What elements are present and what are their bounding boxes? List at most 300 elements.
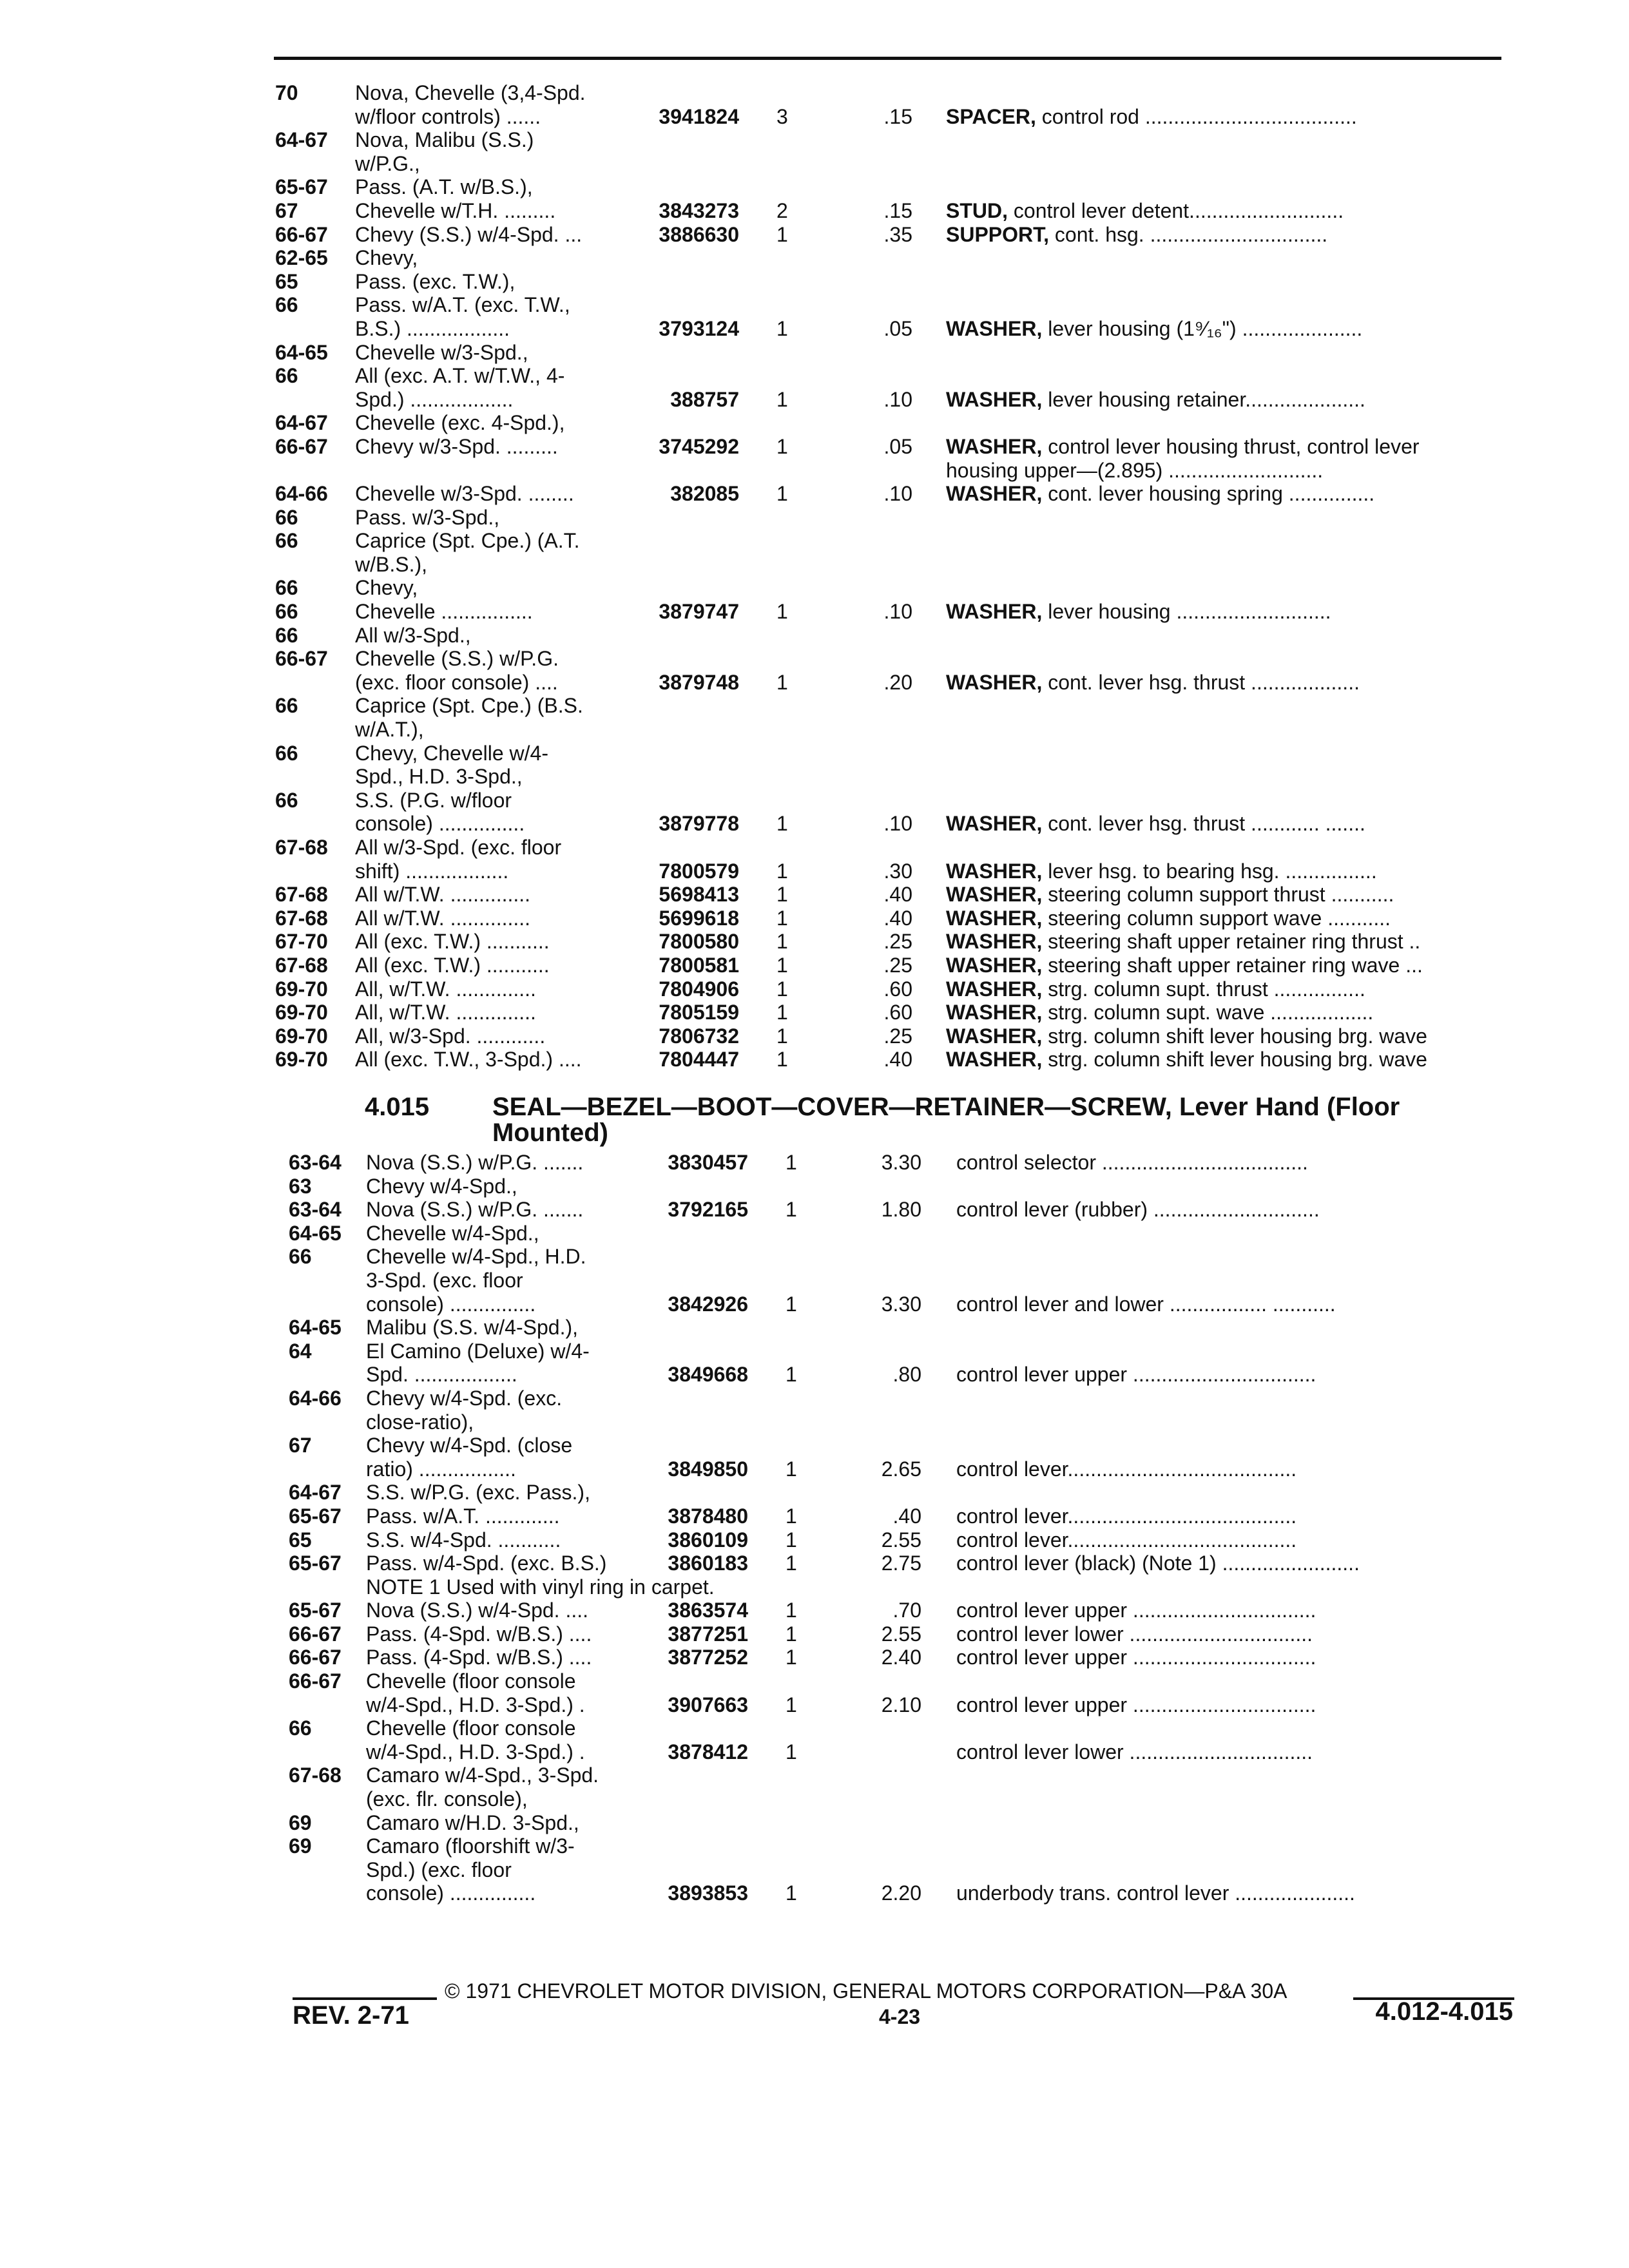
part-number: 3879747 [659, 600, 739, 624]
application: Pass. (4-Spd. w/B.S.) .... [366, 1646, 592, 1669]
section-number: 4.015 [365, 1093, 430, 1121]
price: 2.20 [881, 1881, 921, 1905]
application: Nova (S.S.) w/4-Spd. .... [366, 1599, 588, 1622]
application: Chevelle w/4-Spd., H.D. [366, 1245, 586, 1269]
part-number: 3860183 [668, 1552, 748, 1575]
part-number: 7800581 [659, 953, 739, 977]
table-row [0, 529, 1629, 553]
application: Spd.) .................. [355, 387, 514, 411]
year-range: 69-70 [275, 1001, 328, 1024]
table-row [0, 1245, 1629, 1269]
price: 2.40 [881, 1646, 921, 1669]
item-name: WASHER, [946, 977, 1043, 1001]
year-range: 64-67 [275, 128, 328, 152]
part-number: 3792165 [668, 1198, 748, 1222]
footer-rule-left [293, 1997, 437, 2000]
application: S.S. w/P.G. (exc. Pass.), [366, 1481, 590, 1504]
item-detail: steering column support wave ........... [1042, 906, 1391, 930]
application: All, w/T.W. .............. [355, 1001, 536, 1024]
part-number: 388757 [670, 387, 739, 411]
part-number: 3877251 [668, 1622, 748, 1646]
year-range: 67 [289, 1434, 312, 1457]
item-description [946, 1024, 1427, 1048]
table-row [0, 1669, 1629, 1693]
item-name: WASHER, [946, 600, 1043, 624]
price: 2.65 [881, 1457, 921, 1481]
quantity: 2 [776, 198, 788, 222]
year-range: 66 [289, 1245, 312, 1269]
application: Chevy w/4-Spd., [366, 1174, 517, 1198]
application: Spd.) (exc. floor [366, 1858, 512, 1881]
application: w/A.T.), [355, 718, 424, 742]
application: Spd., H.D. 3-Spd., [355, 765, 523, 789]
copyright-line: © 1971 CHEVROLET MOTOR DIVISION, GENERAL MOTORS CORPORATION—P&A 30A [445, 1979, 1287, 2003]
item-description [946, 1001, 1373, 1024]
year-range: 69 [289, 1834, 312, 1858]
table-row [0, 930, 1629, 954]
part-number: 3860109 [668, 1528, 748, 1552]
item-description: control lever (rubber) ............................. [956, 1198, 1320, 1222]
part-number: 3879748 [659, 670, 739, 694]
year-range: 67-68 [275, 906, 328, 930]
item-description: control lever (black) (Note 1) ........................ [956, 1552, 1360, 1575]
item-name: WASHER, [946, 316, 1043, 340]
table-row [0, 1293, 1629, 1316]
price: .35 [883, 222, 912, 246]
application: Chevy w/3-Spd. ......... [355, 434, 558, 458]
part-number: 3877252 [668, 1646, 748, 1669]
application: Camaro w/H.D. 3-Spd., [366, 1811, 579, 1834]
item-description [946, 388, 1365, 411]
item-description: control selector .................................... [956, 1151, 1308, 1174]
item-detail: steering shaft upper retainer ring wave ... [1042, 953, 1423, 977]
item-description [946, 860, 1377, 883]
price: .40 [883, 1048, 912, 1072]
quantity: 1 [786, 1151, 797, 1174]
item-description [946, 459, 1323, 482]
table-row [0, 128, 1629, 152]
quantity: 1 [776, 1024, 788, 1048]
year-range: 63-64 [289, 1151, 342, 1174]
year-range: 66 [275, 788, 298, 812]
item-detail: steering shaft upper retainer ring thrust .. [1042, 930, 1421, 954]
table-row [0, 553, 1629, 577]
item-detail: strg. column supt. wave .................. [1042, 1001, 1374, 1024]
application: Chevelle (floor console [366, 1716, 576, 1740]
price: 3.30 [881, 1151, 921, 1174]
table-row [0, 977, 1629, 1001]
year-range: 67-70 [275, 930, 328, 954]
item-description: control lever........................................ [956, 1528, 1297, 1552]
table-row [0, 411, 1629, 435]
item-name: WASHER, [946, 482, 1043, 506]
item-description [946, 223, 1327, 246]
application: (exc. floor console) .... [355, 670, 558, 694]
item-description: control lever upper ................................ [956, 1646, 1316, 1669]
part-number: 7800579 [659, 859, 739, 883]
table-row [0, 223, 1629, 247]
item-name: WASHER, [946, 387, 1043, 411]
application: Chevelle ................ [355, 600, 533, 624]
part-number: 3941824 [659, 104, 739, 128]
application: Malibu (S.S. w/4-Spd.), [366, 1316, 578, 1340]
application: All, w/3-Spd. ............ [355, 1024, 546, 1048]
quantity: 1 [776, 670, 788, 694]
parts-table-4-015 [0, 1151, 1629, 1905]
item-detail: lever housing (1⁹⁄₁₆") ..................... [1042, 316, 1363, 340]
table-row [0, 317, 1629, 341]
item-detail: lever housing retainer..................... [1042, 387, 1365, 411]
item-detail: housing upper—(2.895) ........................... [946, 458, 1324, 482]
application: close-ratio), [366, 1410, 474, 1434]
application: Chevy, [355, 576, 418, 600]
quantity: 1 [786, 1599, 797, 1622]
table-row [0, 883, 1629, 907]
year-range: 67 [275, 198, 298, 222]
part-number: 7806732 [659, 1024, 739, 1048]
application: Nova, Chevelle (3,4-Spd. [355, 81, 586, 104]
year-range: 66 [275, 741, 298, 765]
table-row [0, 1151, 1629, 1175]
item-description [946, 105, 1357, 128]
year-range: 66-67 [275, 647, 328, 671]
item-description [946, 930, 1420, 953]
year-range: 65-67 [289, 1504, 342, 1528]
item-description: control lever upper ................................ [956, 1599, 1316, 1622]
year-range: 64-65 [289, 1316, 342, 1340]
table-row [0, 1434, 1629, 1457]
application: Chevelle (exc. 4-Spd.), [355, 411, 565, 435]
item-name: WASHER, [946, 670, 1043, 694]
item-detail: lever hsg. to bearing hsg. ................ [1042, 859, 1377, 883]
table-row [0, 1363, 1629, 1387]
application: console) ............... [366, 1292, 536, 1316]
item-name: SPACER, [946, 104, 1036, 128]
quantity: 1 [786, 1552, 797, 1575]
year-range: 66-67 [289, 1622, 342, 1646]
item-name: WASHER, [946, 883, 1043, 907]
application: Chevy, [355, 246, 418, 270]
quantity: 1 [786, 1881, 797, 1905]
application: console) ............... [366, 1881, 536, 1905]
price: .10 [883, 812, 912, 836]
application: Chevelle w/3-Spd., [355, 340, 528, 364]
part-number: 3830457 [668, 1151, 748, 1174]
item-description [946, 883, 1394, 906]
item-description: control lever lower ................................ [956, 1622, 1313, 1646]
table-row [0, 1811, 1629, 1835]
table-row [0, 1528, 1629, 1552]
year-range: 65-67 [289, 1552, 342, 1575]
price: .10 [883, 482, 912, 506]
application: w/P.G., [355, 151, 420, 175]
price: 2.75 [881, 1552, 921, 1575]
item-detail: lever housing ........................... [1042, 600, 1331, 624]
page-number: 4-23 [879, 2005, 921, 2028]
table-row [0, 81, 1629, 105]
part-number: 3849668 [668, 1363, 748, 1387]
item-name: WASHER, [946, 1024, 1043, 1048]
table-row [0, 718, 1629, 742]
item-detail: cont. hsg. ............................... [1049, 222, 1328, 246]
table-row [0, 482, 1629, 506]
table-row [0, 1001, 1629, 1024]
table-row [0, 1575, 1629, 1599]
application: Caprice (Spt. Cpe.) (B.S. [355, 694, 583, 718]
application: 3-Spd. (exc. floor [366, 1268, 523, 1292]
part-number: 7800580 [659, 930, 739, 954]
year-range: 66 [275, 600, 298, 624]
application: Pass. w/A.T. ............. [366, 1504, 560, 1528]
application: Chevelle (S.S.) w/P.G. [355, 647, 559, 671]
table-row [0, 199, 1629, 223]
table-row [0, 1693, 1629, 1717]
item-name: WASHER, [946, 930, 1043, 954]
item-description [946, 1048, 1427, 1071]
item-detail: control lever detent........................... [1008, 198, 1344, 222]
table-row [0, 105, 1629, 129]
item-description: control lever........................................ [956, 1457, 1297, 1481]
year-range: 63-64 [289, 1198, 342, 1222]
table-row [0, 789, 1629, 812]
table-row [0, 765, 1629, 789]
table-row [0, 954, 1629, 977]
part-number: 5699618 [659, 906, 739, 930]
item-detail: control lever housing thrust, control lever [1042, 434, 1420, 458]
year-range: 62-65 [275, 246, 328, 270]
quantity: 1 [786, 1363, 797, 1387]
application: All (exc. T.W.) ........... [355, 953, 550, 977]
item-description: control lever upper ................................ [956, 1363, 1316, 1387]
table-row [0, 459, 1629, 483]
application: NOTE 1 Used with vinyl ring in carpet. [366, 1575, 715, 1599]
part-number: 7804906 [659, 977, 739, 1001]
table-row [0, 860, 1629, 883]
table-row [0, 1316, 1629, 1340]
application: Pass. (A.T. w/B.S.), [355, 175, 533, 199]
item-description [946, 671, 1360, 694]
application: All (exc. T.W.) ........... [355, 930, 550, 954]
year-range: 67-68 [275, 836, 328, 859]
part-number: 3879778 [659, 812, 739, 836]
application: w/B.S.), [355, 552, 428, 576]
table-row [0, 1834, 1629, 1858]
application: (exc. flr. console), [366, 1787, 528, 1811]
table-row [0, 1646, 1629, 1669]
section-title-continued: Mounted) [492, 1119, 608, 1147]
table-row [0, 600, 1629, 624]
part-number: 3842926 [668, 1292, 748, 1316]
application: All w/3-Spd., [355, 623, 471, 647]
year-range: 69 [289, 1811, 312, 1834]
year-range: 64-65 [275, 340, 328, 364]
application: All, w/T.W. .............. [355, 977, 536, 1001]
part-number: 3893853 [668, 1881, 748, 1905]
application: Chevelle w/3-Spd. ........ [355, 482, 574, 506]
application: w/4-Spd., H.D. 3-Spd.) . [366, 1740, 585, 1763]
quantity: 1 [776, 883, 788, 907]
application: All w/T.W. .............. [355, 906, 531, 930]
item-detail: strg. column shift lever housing brg. wave [1042, 1024, 1427, 1048]
item-description [946, 954, 1423, 977]
item-name: WASHER, [946, 906, 1043, 930]
application: S.S. w/4-Spd. ........... [366, 1528, 561, 1552]
table-row [0, 1763, 1629, 1787]
year-range: 65-67 [289, 1599, 342, 1622]
table-row [0, 1048, 1629, 1072]
application: B.S.) .................. [355, 316, 510, 340]
year-range: 66-67 [289, 1669, 342, 1693]
top-rule [274, 57, 1501, 60]
table-row [0, 1024, 1629, 1048]
year-range: 66 [275, 694, 298, 718]
application: Pass. (4-Spd. w/B.S.) .... [366, 1622, 592, 1646]
table-row [0, 1269, 1629, 1293]
part-number: 3745292 [659, 434, 739, 458]
price: 2.10 [881, 1693, 921, 1716]
year-range: 66-67 [275, 222, 328, 246]
part-number: 3843273 [659, 198, 739, 222]
quantity: 1 [776, 222, 788, 246]
section-title: SEAL—BEZEL—BOOT—COVER—RETAINER—SCREW, Lever Hand (Floor [492, 1093, 1400, 1121]
application: ratio) ................. [366, 1457, 516, 1481]
table-row [0, 694, 1629, 718]
table-row [0, 671, 1629, 695]
item-name: WASHER, [946, 812, 1043, 836]
table-row [0, 364, 1629, 388]
table-row [0, 293, 1629, 317]
table-row [0, 270, 1629, 294]
price: .20 [883, 670, 912, 694]
application: Nova (S.S.) w/P.G. ....... [366, 1198, 584, 1222]
application: Chevelle (floor console [366, 1669, 576, 1693]
item-detail: cont. lever housing spring ............... [1042, 482, 1375, 506]
application: Pass. w/A.T. (exc. T.W., [355, 293, 570, 317]
part-number: 7805159 [659, 1001, 739, 1024]
application: Chevy (S.S.) w/4-Spd. ... [355, 222, 583, 246]
table-row [0, 1410, 1629, 1434]
item-description [946, 977, 1365, 1001]
table-row [0, 1858, 1629, 1882]
quantity: 1 [776, 1001, 788, 1024]
part-number: 3886630 [659, 222, 739, 246]
table-row [0, 836, 1629, 860]
item-description: underbody trans. control lever ..................... [956, 1881, 1355, 1905]
table-row [0, 907, 1629, 930]
quantity: 1 [776, 977, 788, 1001]
price: .30 [883, 859, 912, 883]
item-description: control lever and lower ................. ........... [956, 1292, 1336, 1316]
table-row [0, 506, 1629, 530]
item-detail: strg. column shift lever housing brg. wave [1042, 1048, 1427, 1072]
table-row [0, 175, 1629, 199]
table-row [0, 152, 1629, 176]
price: .40 [883, 906, 912, 930]
part-number: 3863574 [668, 1599, 748, 1622]
table-row [0, 1222, 1629, 1245]
quantity: 1 [776, 482, 788, 506]
application: Pass. w/3-Spd., [355, 505, 500, 529]
part-number: 3878412 [668, 1740, 748, 1763]
application: Chevy, Chevelle w/4- [355, 741, 548, 765]
application: Caprice (Spt. Cpe.) (A.T. [355, 529, 580, 553]
price: .60 [883, 1001, 912, 1024]
year-range: 66-67 [289, 1646, 342, 1669]
table-row [0, 1740, 1629, 1764]
year-range: 67-68 [289, 1763, 342, 1787]
application: Nova (S.S.) w/P.G. ....... [366, 1151, 584, 1174]
table-row [0, 1457, 1629, 1481]
table-row [0, 1340, 1629, 1363]
part-number: 3878480 [668, 1504, 748, 1528]
year-range: 66 [275, 505, 298, 529]
quantity: 1 [776, 434, 788, 458]
application: Spd. .................. [366, 1363, 517, 1387]
year-range: 65 [289, 1528, 312, 1552]
year-range: 70 [275, 81, 298, 104]
price: .10 [883, 387, 912, 411]
item-description [946, 482, 1374, 505]
application: Pass. w/4-Spd. (exc. B.S.) [366, 1552, 607, 1575]
table-row [0, 647, 1629, 671]
quantity: 1 [776, 387, 788, 411]
item-detail: strg. column supt. thrust ................ [1042, 977, 1365, 1001]
year-range: 64-66 [275, 482, 328, 506]
part-number: 5698413 [659, 883, 739, 907]
quantity: 1 [776, 1048, 788, 1072]
table-row [0, 388, 1629, 412]
table-row [0, 341, 1629, 365]
price: 1.80 [881, 1198, 921, 1222]
year-range: 67-68 [275, 953, 328, 977]
quantity: 1 [786, 1646, 797, 1669]
price: 3.30 [881, 1292, 921, 1316]
quantity: 1 [786, 1740, 797, 1763]
table-row [0, 1552, 1629, 1575]
price: .10 [883, 600, 912, 624]
quantity: 1 [776, 953, 788, 977]
table-row [0, 435, 1629, 459]
item-description: control lever upper ................................ [956, 1693, 1316, 1716]
item-detail: control rod ..................................... [1036, 104, 1357, 128]
year-range: 64-66 [289, 1386, 342, 1410]
price: .05 [883, 316, 912, 340]
application: El Camino (Deluxe) w/4- [366, 1339, 590, 1363]
application: Pass. (exc. T.W.), [355, 269, 516, 293]
application: Chevelle w/4-Spd., [366, 1221, 539, 1245]
quantity: 1 [776, 859, 788, 883]
table-row [0, 624, 1629, 648]
quantity: 1 [776, 906, 788, 930]
year-range: 66 [275, 529, 298, 553]
year-range: 65 [275, 269, 298, 293]
price: .80 [892, 1363, 921, 1387]
table-row [0, 1504, 1629, 1528]
table-row [0, 1175, 1629, 1198]
item-description: control lever........................................ [956, 1504, 1297, 1528]
price: .15 [883, 104, 912, 128]
item-name: STUD, [946, 198, 1008, 222]
item-name: WASHER, [946, 1048, 1043, 1072]
section-range: 4.012-4.015 [1375, 1997, 1513, 2026]
parts-table-4-012 [0, 81, 1629, 1072]
application: console) ............... [355, 812, 525, 836]
table-row [0, 812, 1629, 836]
item-description: control lever lower ................................ [956, 1740, 1313, 1763]
price: 2.55 [881, 1622, 921, 1646]
price: .25 [883, 930, 912, 954]
quantity: 1 [786, 1292, 797, 1316]
